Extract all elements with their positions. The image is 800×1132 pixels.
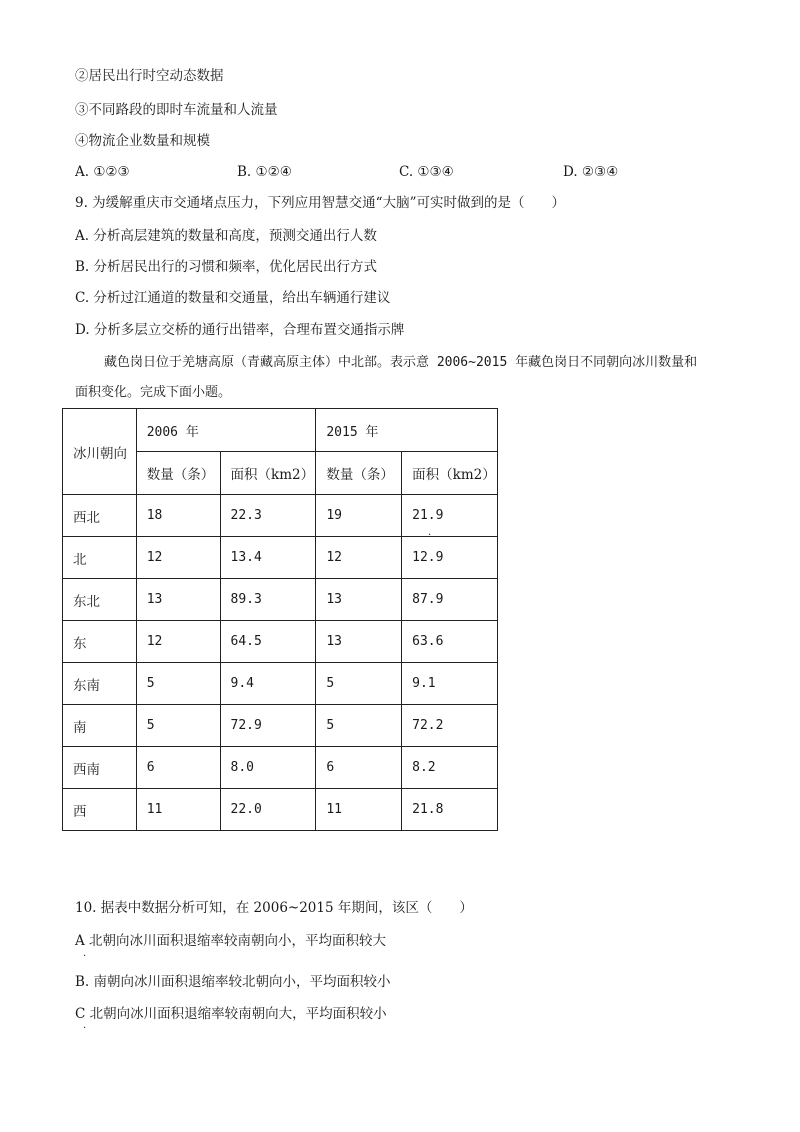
table-cell: 8.0 xyxy=(220,747,316,789)
table-cell: 6 xyxy=(316,747,402,789)
intro-line-2: 面积变化。完成下面小题。 xyxy=(75,385,232,400)
table-cell: 5 xyxy=(316,705,402,747)
table-cell: 13.4 xyxy=(220,537,316,579)
table-subheader-cell: 数量（条） xyxy=(136,452,220,495)
table-cell: 8.2 xyxy=(402,747,498,789)
table-year-2006: 2006 年 xyxy=(136,409,316,452)
table-row xyxy=(63,705,498,747)
table-cell-direction: 西南 xyxy=(63,747,137,789)
table-cell: 13 xyxy=(316,579,402,621)
table-corner-cell: 冰川朝向 xyxy=(63,409,137,495)
table-cell-direction: 东北 xyxy=(63,579,137,621)
table-cell: 12 xyxy=(136,621,220,663)
table-cell-direction: 西北 xyxy=(63,495,137,537)
glacier-table xyxy=(62,408,498,831)
table-cell: 22.0 xyxy=(220,789,316,831)
scan-speck: · xyxy=(83,1023,87,1034)
table-cell: 63.6 xyxy=(402,621,498,663)
q10-stem: 10. 据表中数据分析可知，在 2006~2015 年期间，该区（ ） xyxy=(75,900,473,916)
table-row xyxy=(63,621,498,663)
table-cell: 18 xyxy=(136,495,220,537)
table-cell: 89.3 xyxy=(220,579,316,621)
intro-line-1: 藏色岗日位于羌塘高原（青藏高原主体）中北部。表示意 2006~2015 年藏色岗日不同朝向冰川数量和 xyxy=(104,355,698,370)
table-cell: 6 xyxy=(136,747,220,789)
q8-option-c: C. ①③④ xyxy=(399,164,454,180)
table-row xyxy=(63,663,498,705)
q8-option-a: A. ①②③ xyxy=(75,164,130,180)
table-cell: 12 xyxy=(136,537,220,579)
table-cell: 9.4 xyxy=(220,663,316,705)
table-cell-direction: 西 xyxy=(63,789,137,831)
table-cell: 21.8 xyxy=(402,789,498,831)
scan-speck: · xyxy=(428,530,432,541)
q10-option-c: C 北朝向冰川面积退缩率较南朝向大，平均面积较小 xyxy=(75,1006,387,1022)
scan-speck: · xyxy=(83,951,87,962)
table-row xyxy=(63,495,498,537)
table-cell: 72.2 xyxy=(402,705,498,747)
table-cell: 87.9 xyxy=(402,579,498,621)
table-subheader-cell: 面积（km2） xyxy=(402,452,498,495)
table-cell: 5 xyxy=(316,663,402,705)
q8-option-b: B. ①②④ xyxy=(237,164,292,180)
table-cell: 13 xyxy=(316,621,402,663)
q10-option-b: B. 南朝向冰川面积退缩率较北朝向小，平均面积较小 xyxy=(75,974,391,990)
table-subheader-cell: 面积（km2） xyxy=(220,452,316,495)
table-cell: 64.5 xyxy=(220,621,316,663)
table-row xyxy=(63,579,498,621)
table-cell: 21.9 xyxy=(402,495,498,537)
table-cell: 12.9 xyxy=(402,537,498,579)
table-cell-direction: 东 xyxy=(63,621,137,663)
table-cell: 11 xyxy=(316,789,402,831)
table-cell: 5 xyxy=(136,663,220,705)
table-year-2015: 2015 年 xyxy=(316,409,498,452)
table-row xyxy=(63,789,498,831)
table-cell: 5 xyxy=(136,705,220,747)
q10-option-a: A 北朝向冰川面积退缩率较南朝向小，平均面积较大 xyxy=(75,933,387,949)
table-cell: 72.9 xyxy=(220,705,316,747)
option-item-2: ②居民出行时空动态数据 xyxy=(75,68,224,84)
table-row xyxy=(63,747,498,789)
table-cell-direction: 北 xyxy=(63,537,137,579)
table-cell: 12 xyxy=(316,537,402,579)
option-item-4: ④物流企业数量和规模 xyxy=(75,133,210,149)
table-cell: 22.3 xyxy=(220,495,316,537)
table-header-row xyxy=(63,409,498,452)
table-cell: 11 xyxy=(136,789,220,831)
q9-stem: 9. 为缓解重庆市交通堵点压力，下列应用智慧交通“大脑”可实时做到的是（ ） xyxy=(75,195,565,211)
q8-option-d: D. ②③④ xyxy=(563,164,619,180)
q9-option-b: B. 分析居民出行的习惯和频率，优化居民出行方式 xyxy=(75,259,378,275)
table-cell: 19 xyxy=(316,495,402,537)
q9-option-a: A. 分析高层建筑的数量和高度，预测交通出行人数 xyxy=(75,228,377,244)
table-row xyxy=(63,537,498,579)
table-cell-direction: 南 xyxy=(63,705,137,747)
q9-option-d: D. 分析多层立交桥的通行出错率，合理布置交通指示牌 xyxy=(75,322,405,338)
table-cell-direction: 东南 xyxy=(63,663,137,705)
table-cell: 13 xyxy=(136,579,220,621)
q9-option-c: C. 分析过江通道的数量和交通量，给出车辆通行建议 xyxy=(75,290,391,306)
table-subheader-cell: 数量（条） xyxy=(316,452,402,495)
option-item-3: ③不同路段的即时车流量和人流量 xyxy=(75,102,278,118)
table-cell: 9.1 xyxy=(402,663,498,705)
